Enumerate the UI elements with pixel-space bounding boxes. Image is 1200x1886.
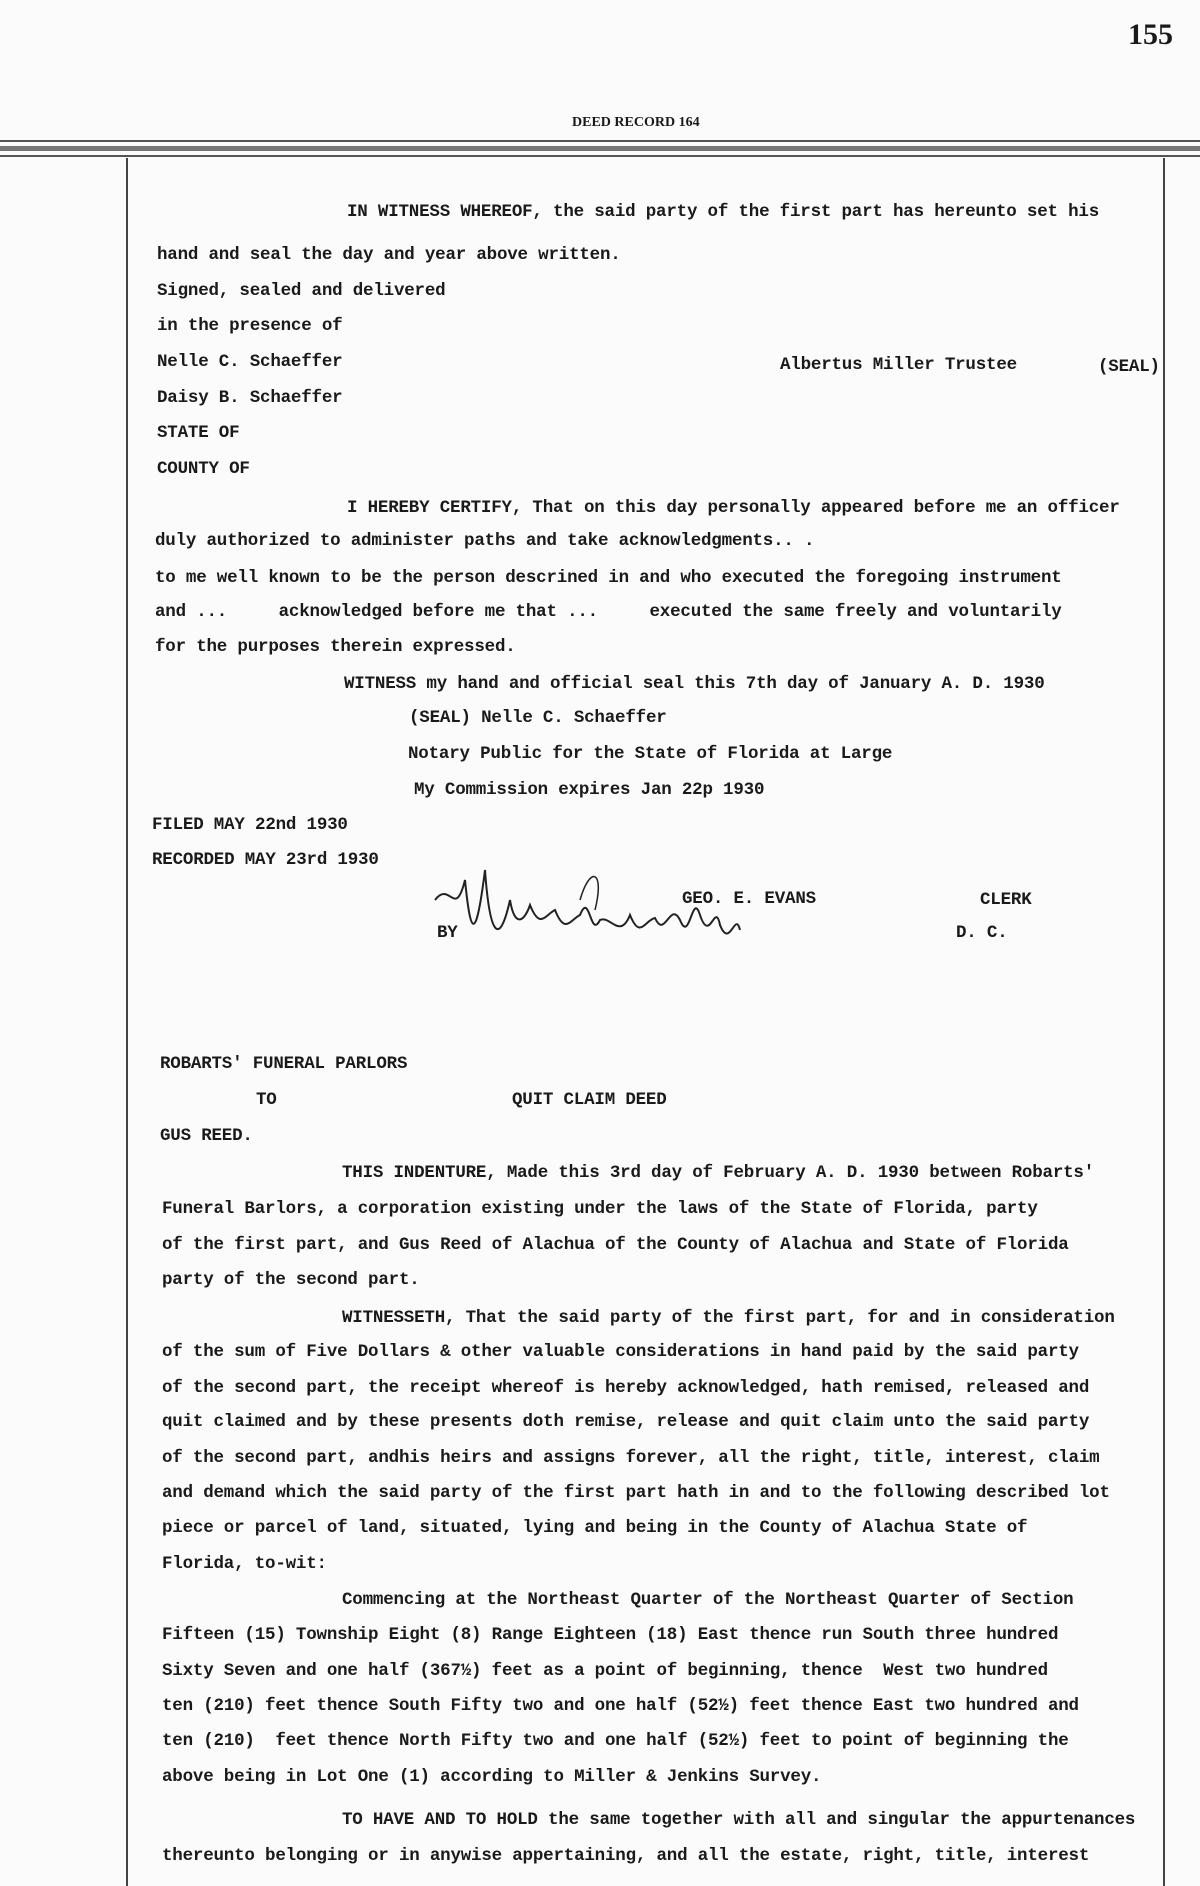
left-margin-line <box>126 158 128 1886</box>
witness-name: Nelle C. Schaeffer <box>157 352 343 372</box>
text-line: Fifteen (15) Township Eight (8) Range Eighteen (18) East thence run South three hundred <box>162 1625 1059 1645</box>
grantee-heading: GUS REED. <box>160 1126 253 1146</box>
text-line: Florida, to-wit: <box>162 1554 327 1574</box>
text-line: party of the second part. <box>162 1270 420 1290</box>
right-margin-line <box>1163 158 1165 1886</box>
text-line: to me well known to be the person descrined in and who executed the foregoing instrument <box>155 568 1062 588</box>
deputy-label: D. C. <box>956 923 1008 943</box>
recorded-date: RECORDED MAY 23rd 1930 <box>152 850 379 870</box>
text-line: piece or parcel of land, situated, lying and being in the County of Alachua State of <box>162 1518 1028 1538</box>
text-line: STATE OF <box>157 423 240 443</box>
witness-name: Daisy B. Schaeffer <box>157 388 343 408</box>
text-line: and demand which the said party of the first part hath in and to the following described lot <box>162 1483 1110 1503</box>
text-line: above being in Lot One (1) according to Miller & Jenkins Survey. <box>162 1767 822 1787</box>
text-line: ten (210) feet thence South Fifty two and one half (52½) feet thence East two hundred and <box>162 1696 1079 1716</box>
header-rule <box>0 140 1200 142</box>
text-line: Notary Public for the State of Florida at Large <box>408 744 893 764</box>
page-number: 155 <box>1128 18 1173 51</box>
text-line: COUNTY OF <box>157 459 250 479</box>
header-rule <box>0 146 1200 151</box>
text-line: Signed, sealed and delivered <box>157 281 446 301</box>
text-line: of the sum of Five Dollars & other valuable considerations in hand paid by the said party <box>162 1342 1079 1362</box>
text-line: ten (210) feet thence North Fifty two and one half (52½) feet to point of beginning the <box>162 1731 1069 1751</box>
text-line: of the first part, and Gus Reed of Alachua of the County of Alachua and State of Florida <box>162 1235 1069 1255</box>
to-heading: TO <box>256 1090 277 1110</box>
text-line: of the second part, andhis heirs and assigns forever, all the right, title, interest, claim <box>162 1448 1100 1468</box>
clerk-title: CLERK <box>980 890 1032 910</box>
filed-date: FILED MAY 22nd 1930 <box>152 815 348 835</box>
text-line: duly authorized to administer paths and take acknowledgments.. . <box>155 531 815 551</box>
text-line: of the second part, the receipt whereof is hereby acknowledged, hath remised, released and <box>162 1378 1090 1398</box>
seal-label: (SEAL) <box>1098 357 1160 377</box>
text-line: Funeral Barlors, a corporation existing under the laws of the State of Florida, party <box>162 1199 1038 1219</box>
text-line: My Commission expires Jan 22p 1930 <box>414 780 765 800</box>
header-rule <box>0 155 1200 157</box>
text-line: THIS INDENTURE, Made this 3rd day of February A. D. 1930 between Robarts' <box>342 1163 1095 1183</box>
text-line: and ... acknowledged before me that ... executed the same freely and voluntarily <box>155 602 1062 622</box>
text-line: TO HAVE AND TO HOLD the same together with all and singular the appurtenances <box>342 1810 1136 1830</box>
clerk-name: GEO. E. EVANS <box>682 889 816 909</box>
text-line: Sixty Seven and one half (367½) feet as a point of beginning, thence West two hundred <box>162 1661 1048 1681</box>
text-line: WITNESSETH, That the said party of the first part, for and in consideration <box>342 1308 1115 1328</box>
handwritten-signature <box>430 860 790 960</box>
text-line: thereunto belonging or in anywise appertaining, and all the estate, right, title, interest <box>162 1846 1090 1866</box>
text-line: Commencing at the Northeast Quarter of the Northeast Quarter of Section <box>342 1590 1074 1610</box>
text-line: WITNESS my hand and official seal this 7th day of January A. D. 1930 <box>344 674 1045 694</box>
page-header: DEED RECORD 164 <box>572 115 700 130</box>
grantor-signature: Albertus Miller Trustee <box>780 355 1017 375</box>
text-line: (SEAL) Nelle C. Schaeffer <box>409 708 667 728</box>
text-line: for the purposes therein expressed. <box>155 637 516 657</box>
text-line: I HEREBY CERTIFY, That on this day personally appeared before me an officer <box>347 498 1120 518</box>
text-line: hand and seal the day and year above written. <box>157 245 621 265</box>
text-line: quit claimed and by these presents doth remise, release and quit claim unto the said party <box>162 1412 1090 1432</box>
by-label: BY <box>437 923 458 943</box>
grantor-heading: ROBARTS' FUNERAL PARLORS <box>160 1054 408 1074</box>
deed-type-heading: QUIT CLAIM DEED <box>512 1090 667 1110</box>
text-line: IN WITNESS WHEREOF, the said party of the first part has hereunto set his <box>347 202 1100 222</box>
text-line: in the presence of <box>157 316 343 336</box>
